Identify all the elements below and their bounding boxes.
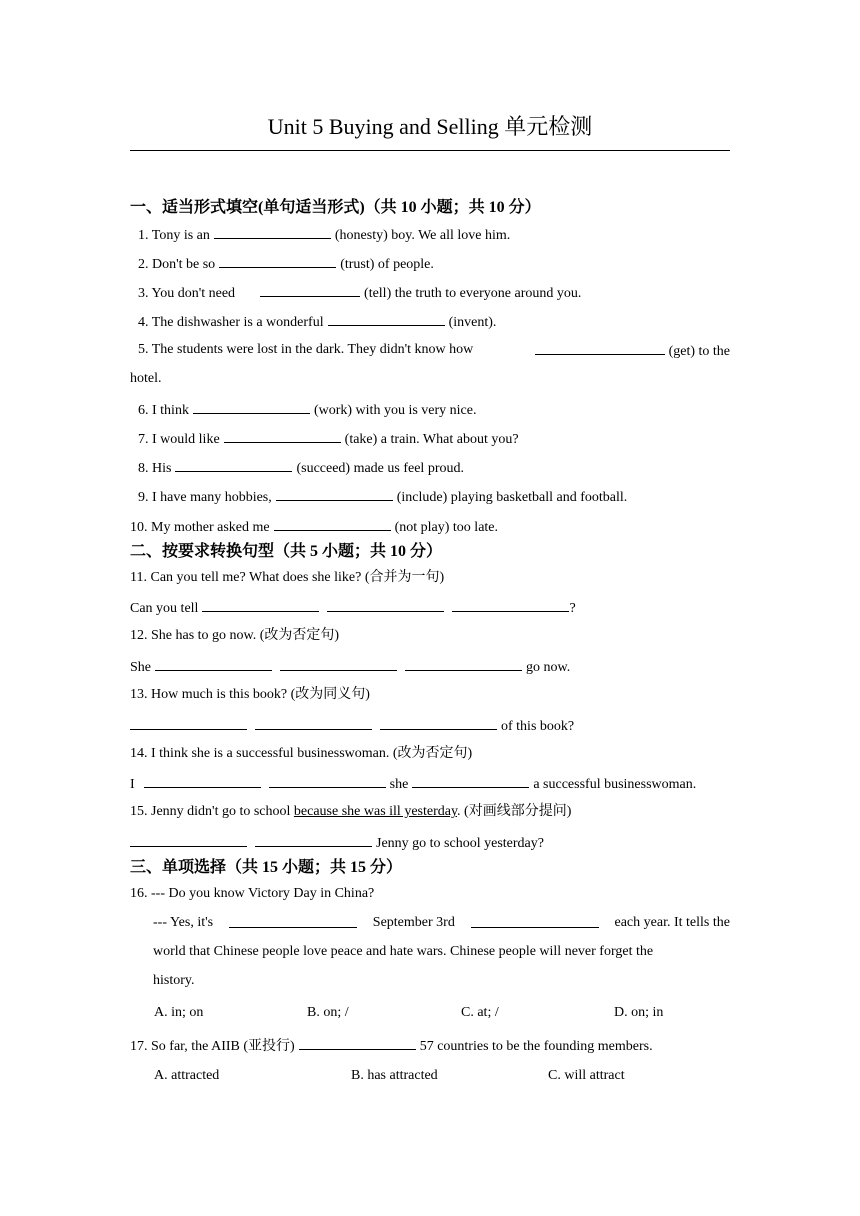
answer-blank[interactable]: [202, 597, 319, 612]
question-1: 1. Tony is an (honesty) boy. We all love him.: [138, 224, 738, 246]
question-8: 8. His (succeed) made us feel proud.: [138, 457, 738, 479]
section-heading-3: 三、单项选择（共 15 小题；共 15 分）: [130, 859, 403, 876]
question-14: 14. I think she is a successful businesswoman. (改为否定句): [130, 746, 473, 761]
answer-blank[interactable]: [260, 282, 360, 297]
answer-blank[interactable]: [255, 832, 372, 847]
question-4: 4. The dishwasher is a wonderful (invent).: [138, 311, 738, 333]
answer-blank[interactable]: [144, 773, 261, 788]
title-divider: [130, 150, 730, 151]
answer-blank[interactable]: [274, 516, 391, 531]
question-5: 5. The students were lost in the dark. They didn't know how (get) to the: [138, 342, 730, 359]
question-12-answer: She go now.: [130, 656, 730, 678]
answer-blank[interactable]: [269, 773, 386, 788]
answer-blank[interactable]: [412, 773, 529, 788]
question-5-cont: hotel.: [130, 371, 162, 386]
section-heading-1: 一、适当形式填空(单句适当形式)（共 10 小题；共 10 分）: [130, 199, 541, 216]
question-15-answer: Jenny go to school yesterday?: [130, 832, 730, 854]
option-b[interactable]: B. on; /: [307, 1005, 349, 1020]
option-a[interactable]: A. attracted: [154, 1068, 220, 1083]
answer-blank[interactable]: [471, 913, 599, 928]
answer-blank[interactable]: [327, 597, 444, 612]
answer-blank[interactable]: [155, 656, 272, 671]
question-13: 13. How much is this book? (改为同义句): [130, 687, 370, 702]
option-c[interactable]: C. at; /: [461, 1005, 499, 1020]
answer-blank[interactable]: [130, 832, 247, 847]
answer-blank[interactable]: [328, 311, 445, 326]
question-16: 16. --- Do you know Victory Day in China?: [130, 886, 375, 901]
answer-blank[interactable]: [130, 715, 247, 730]
answer-blank[interactable]: [193, 399, 310, 414]
option-d[interactable]: D. on; in: [614, 1005, 664, 1020]
question-10: 10. My mother asked me (not play) too late.: [130, 516, 730, 538]
answer-blank[interactable]: [255, 715, 372, 730]
question-16-line-3: world that Chinese people love peace and hate wars. Chinese people will never forget the: [153, 944, 654, 959]
underlined-phrase: because she was ill yesterday: [293, 804, 458, 819]
answer-blank[interactable]: [280, 656, 397, 671]
answer-blank[interactable]: [276, 486, 393, 501]
answer-blank[interactable]: [229, 913, 357, 928]
question-14-answer: I she a successful businesswoman.: [130, 773, 730, 795]
answer-blank[interactable]: [405, 656, 522, 671]
answer-blank[interactable]: [224, 428, 341, 443]
question-2: 2. Don't be so (trust) of people.: [138, 253, 738, 275]
question-16-line-2: --- Yes, it's September 3rd each year. It tells the: [153, 915, 730, 930]
question-11-answer: Can you tell ?: [130, 597, 730, 619]
question-6: 6. I think (work) with you is very nice.: [138, 399, 738, 421]
question-3: 3. You don't need (tell) the truth to everyone around you.: [138, 282, 738, 304]
question-7: 7. I would like (take) a train. What about you?: [138, 428, 738, 450]
option-b[interactable]: B. has attracted: [351, 1068, 438, 1083]
answer-blank[interactable]: [380, 715, 497, 730]
answer-blank[interactable]: [452, 597, 569, 612]
answer-blank[interactable]: [219, 253, 336, 268]
question-9: 9. I have many hobbies, (include) playing basketball and football.: [138, 486, 738, 508]
question-12: 12. She has to go now. (改为否定句): [130, 628, 340, 643]
answer-blank[interactable]: [175, 457, 292, 472]
option-c[interactable]: C. will attract: [548, 1068, 625, 1083]
question-11: 11. Can you tell me? What does she like? (合并为一句): [130, 570, 445, 585]
question-17: 17. So far, the AIIB (亚投行) 57 countries to be the founding members.: [130, 1035, 730, 1057]
page-title: Unit 5 Buying and Selling 单元检测: [267, 114, 593, 139]
question-15: 15. Jenny didn't go to school because she was ill yesterday. (对画线部分提问): [130, 804, 572, 819]
answer-blank[interactable]: [214, 224, 331, 239]
answer-blank[interactable]: [299, 1035, 416, 1050]
section-heading-2: 二、按要求转换句型（共 5 小题；共 10 分）: [130, 543, 443, 560]
question-16-line-4: history.: [153, 973, 195, 988]
option-a[interactable]: A. in; on: [154, 1005, 204, 1020]
answer-blank[interactable]: [535, 340, 665, 355]
question-13-answer: of this book?: [130, 715, 730, 737]
